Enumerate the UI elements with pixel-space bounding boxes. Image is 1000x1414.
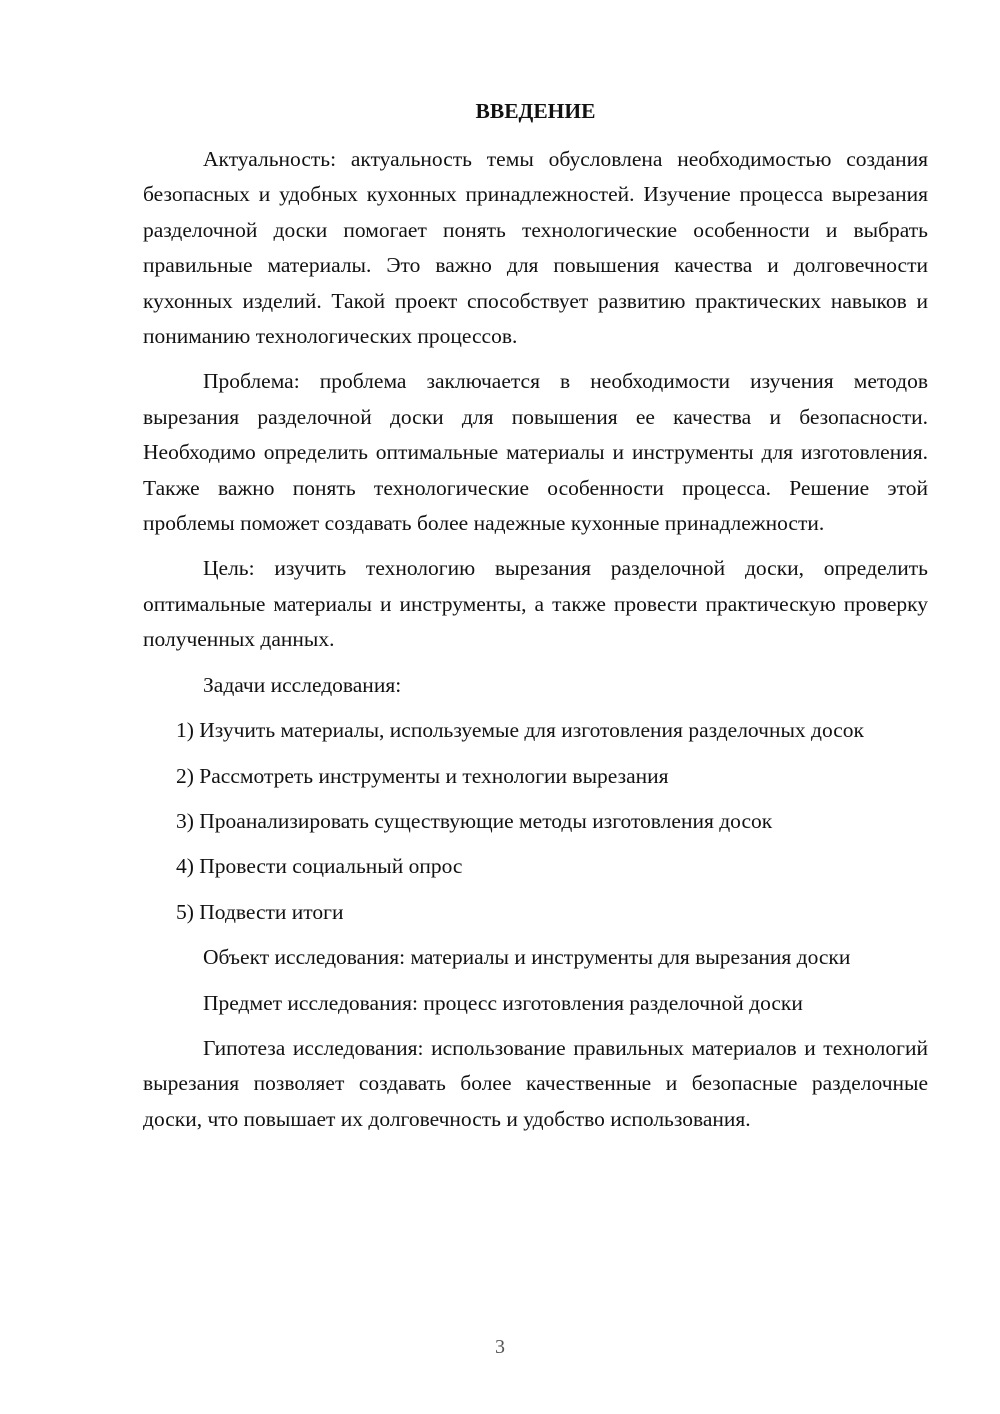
document-body <box>143 142 928 1147</box>
task-item-4: 4) Провести социальный опрос <box>176 854 463 879</box>
paragraph-hypothesis: Гипотеза исследования: использование правильных материалов и технологий вырезания позволяет создавать более качественные и безопасные разделочные доски, что повышает их долговечность и удобство использования. <box>143 1035 928 1131</box>
paragraph-subject: Предмет исследования: процесс изготовления разделочной доски <box>203 990 803 1015</box>
task-item-3: 3) Проанализировать существующие методы изготовления досок <box>176 808 773 833</box>
task-item-1: 1) Изучить материалы, используемые для изготовления разделочных досок <box>176 718 864 743</box>
paragraph-relevance: Актуальность: актуальность темы обусловлена необходимостью создания безопасных и удобных кухонных принадлежностей. Изучение процесса вырезания разделочной доски помогает понять технологические особенности и выбрать правильные материалы. Это важно для повышения качества и долговечности кухонных изделий. Такой проект способствует развитию практических навыков и пониманию технологических процессов. <box>143 147 928 349</box>
tasks-heading: Задачи исследования: <box>203 672 402 697</box>
task-item-2: 2) Рассмотреть инструменты и технологии вырезания <box>176 763 669 788</box>
task-item-5: 5) Подвести итоги <box>176 899 344 924</box>
page-title: ВВЕДЕНИЕ <box>475 99 596 123</box>
page-number: 3 <box>495 1336 505 1358</box>
paragraph-goal: Цель: изучить технологию вырезания разделочной доски, определить оптимальные материалы и инструменты, а также провести практическую проверку полученных данных. <box>143 556 928 652</box>
paragraph-problem: Проблема: проблема заключается в необходимости изучения методов вырезания разделочной доски для повышения ее качества и безопасности. Необходимо определить оптимальные материалы и инструменты для изготовления. Также важно понять технологические особенности процесса. Решение этой проблемы поможет создавать более надежные кухонные принадлежности. <box>143 369 928 536</box>
paragraph-object: Объект исследования: материалы и инструменты для вырезания доски <box>203 945 851 970</box>
